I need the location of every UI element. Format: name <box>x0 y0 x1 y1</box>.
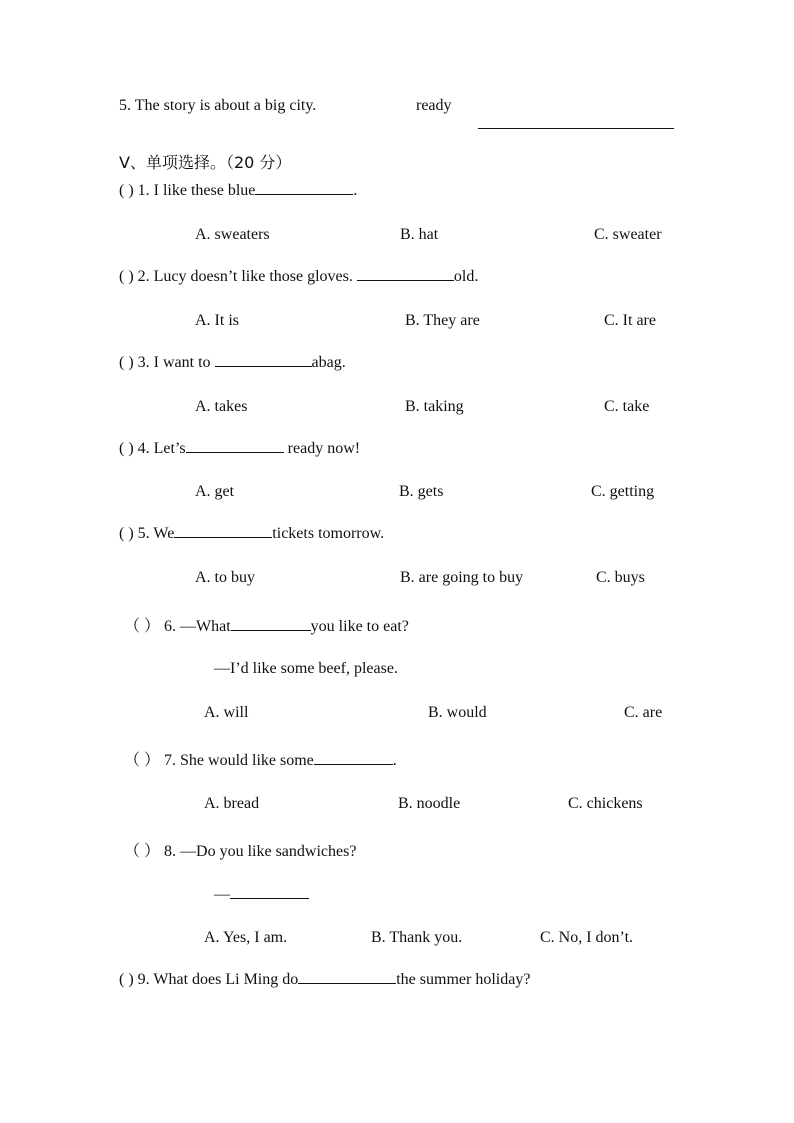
option-c[interactable]: C. It are <box>604 312 656 329</box>
prev-item-statement <box>119 97 316 115</box>
answer-paren[interactable]: ( ) <box>119 440 134 457</box>
answer-paren[interactable]: ( ) <box>119 354 134 371</box>
option-a[interactable]: A. will <box>204 704 249 721</box>
question-6-reply: —I’d like some beef, please. <box>214 660 398 677</box>
answer-blank[interactable] <box>357 279 454 281</box>
question-text: 2. Lucy doesn’t like those gloves. <box>137 268 357 285</box>
option-b[interactable]: B. are going to buy <box>400 569 524 586</box>
question-text: 7. She would like some <box>164 752 314 769</box>
option-a[interactable]: A. sweaters <box>195 226 270 243</box>
option-b[interactable]: B. noodle <box>398 795 461 812</box>
option-b[interactable]: B. Thank you. <box>371 929 463 946</box>
answer-blank[interactable] <box>174 536 272 538</box>
option-c[interactable]: C. chickens <box>568 795 643 812</box>
question-4: ( ) 4. Let’s ready now! <box>119 440 361 457</box>
option-c[interactable]: C. are <box>624 704 663 721</box>
question-text: 6. —What <box>164 618 231 635</box>
answer-blank[interactable] <box>230 897 309 899</box>
option-b[interactable]: B. hat <box>400 226 439 243</box>
option-a[interactable]: A. bread <box>204 795 260 812</box>
question-text: 4. Let’s <box>137 440 186 457</box>
prev-item-answer-blank[interactable] <box>478 116 674 134</box>
question-text: 3. I want to <box>137 354 215 371</box>
option-b[interactable]: B. They are <box>405 312 480 329</box>
section-title: Ⅴ、单项选择。（20 分） <box>119 153 292 172</box>
option-c[interactable]: C. getting <box>591 483 655 500</box>
option-c[interactable]: C. take <box>604 398 650 415</box>
question-1: ( ) 1. I like these blue . <box>119 182 358 199</box>
answer-paren[interactable]: （ ） <box>124 843 161 860</box>
option-c[interactable]: C. buys <box>596 569 645 586</box>
option-a[interactable]: A. It is <box>195 312 239 329</box>
answer-paren[interactable]: （ ） <box>124 618 161 635</box>
option-a[interactable]: A. get <box>195 483 235 500</box>
option-c[interactable]: C. No, I don’t. <box>540 929 634 946</box>
question-text: 9. What does Li Ming do <box>137 971 299 988</box>
option-b[interactable]: B. taking <box>405 398 464 415</box>
question-5: ( ) 5. We tickets tomorrow. <box>119 525 385 542</box>
prev-item-word: ready <box>416 97 452 114</box>
question-9: ( ) 9. What does Li Ming do the summer holiday? <box>119 971 531 988</box>
prev-item-text: 5. The story is about a big city. <box>119 97 317 114</box>
answer-paren[interactable]: ( ) <box>119 268 134 285</box>
answer-paren[interactable]: ( ) <box>119 525 134 542</box>
answer-paren[interactable]: ( ) <box>119 182 134 199</box>
question-8-reply: — <box>214 886 309 904</box>
option-c[interactable]: C. sweater <box>594 226 662 243</box>
answer-blank[interactable] <box>298 982 396 984</box>
option-b[interactable]: B. gets <box>399 483 444 500</box>
question-6: （ ） 6. —What you like to eat? <box>124 613 409 636</box>
answer-blank[interactable] <box>186 451 284 453</box>
answer-blank[interactable] <box>255 193 353 195</box>
option-b[interactable]: B. would <box>428 704 487 721</box>
question-8 <box>124 838 356 861</box>
answer-blank[interactable] <box>231 629 311 631</box>
question-2: ( ) 2. Lucy doesn’t like those gloves. old. <box>119 268 479 285</box>
option-a[interactable]: A. takes <box>195 398 248 415</box>
answer-paren[interactable]: （ ） <box>124 752 161 769</box>
question-3: ( ) 3. I want to abag. <box>119 354 346 371</box>
option-a[interactable]: A. to buy <box>195 569 255 586</box>
answer-blank[interactable] <box>215 365 312 367</box>
question-text: 1. I like these blue <box>137 182 256 199</box>
question-text: 8. —Do you like sandwiches? <box>164 843 357 860</box>
question-text: 5. We <box>137 525 175 542</box>
question-7: （ ） 7. She would like some . <box>124 747 397 770</box>
answer-paren[interactable]: ( ) <box>119 971 134 988</box>
option-a[interactable]: A. Yes, I am. <box>204 929 288 946</box>
answer-blank[interactable] <box>314 763 393 765</box>
